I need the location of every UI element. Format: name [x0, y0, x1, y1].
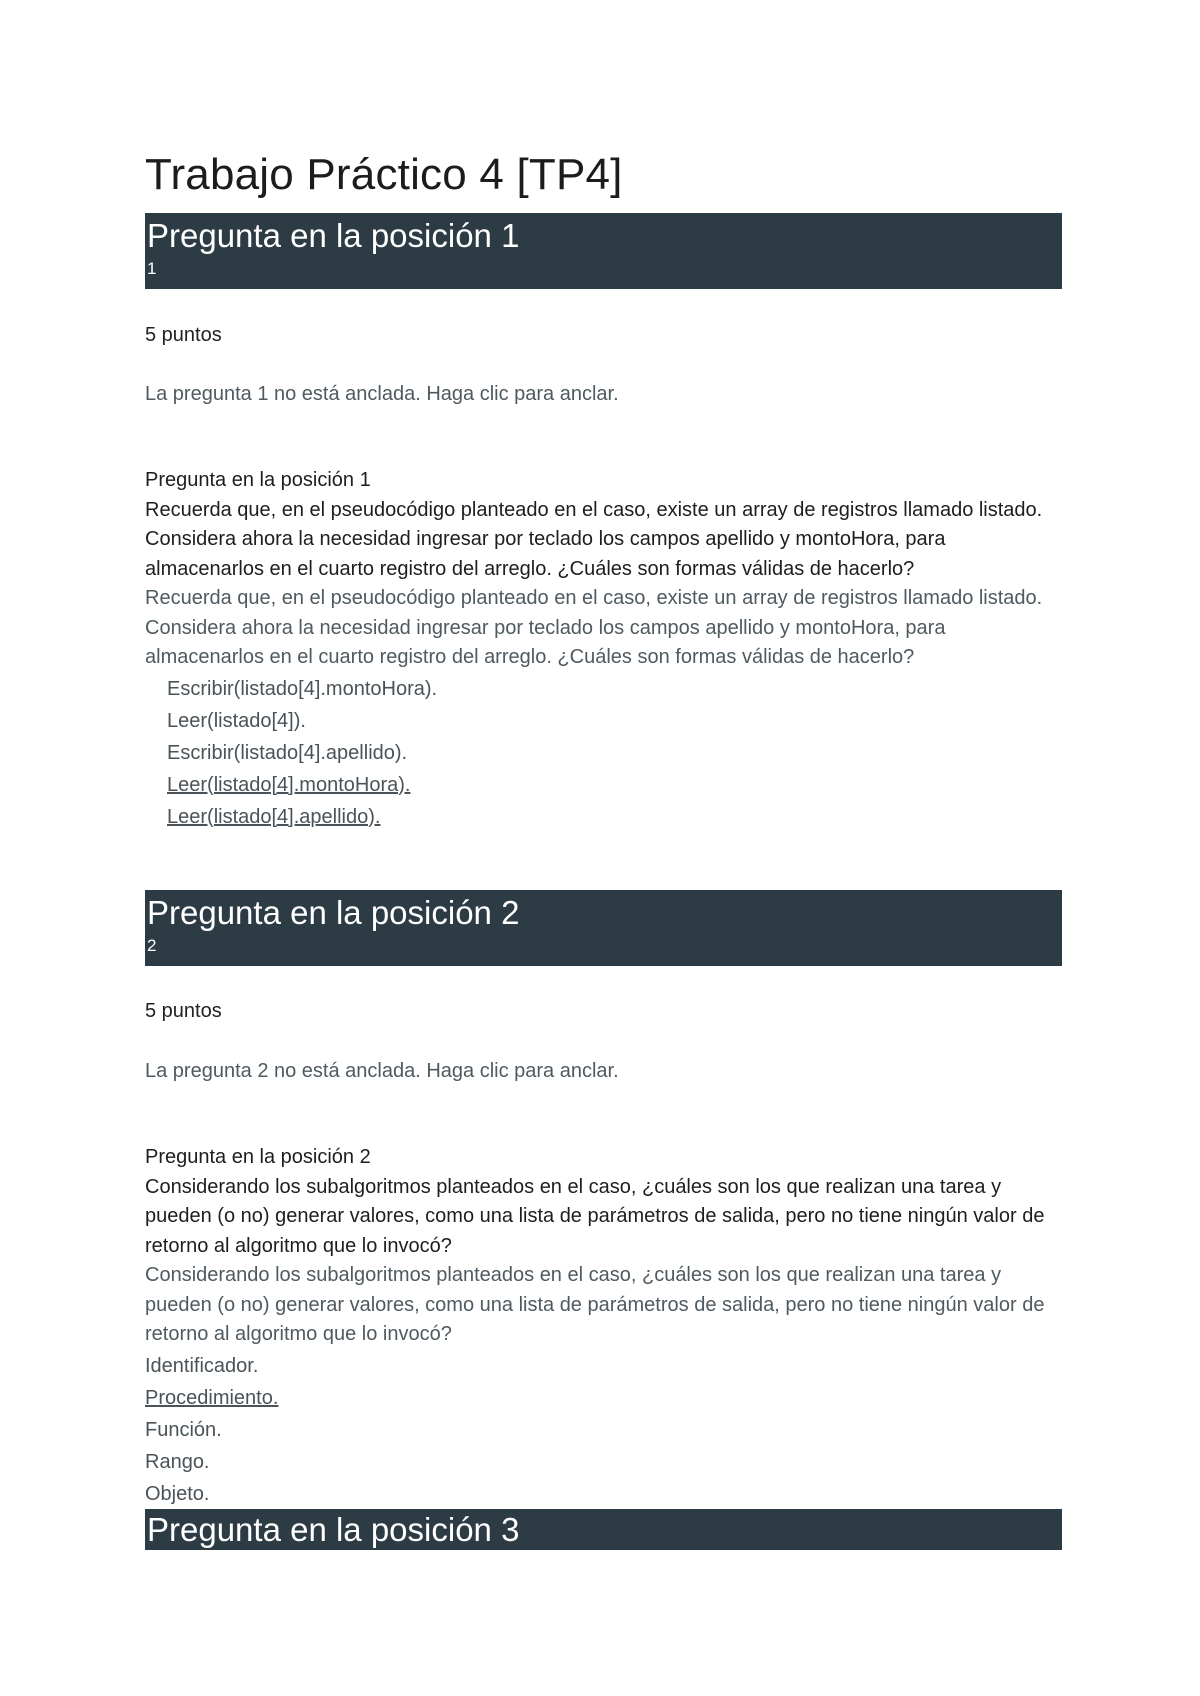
answer-option-text: Objeto.: [145, 1482, 210, 1505]
answer-option[interactable]: [145, 705, 1062, 737]
answer-option[interactable]: [145, 737, 1062, 769]
answer-list: [145, 1350, 1062, 1510]
answer-option-text: Procedimiento.: [145, 1386, 279, 1409]
answer-option-text: Leer(listado[4].montoHora).: [167, 773, 411, 796]
answer-option[interactable]: [145, 1350, 1062, 1382]
question-body: [145, 1143, 1062, 1510]
anchor-question-link[interactable]: La pregunta 2 no está anclada. Haga clic para anclar.: [145, 1060, 619, 1082]
answer-option-text: Escribir(listado[4].apellido).: [167, 741, 408, 764]
answer-option-text: Función.: [145, 1418, 222, 1441]
answer-option-text: Identificador.: [145, 1354, 259, 1377]
question-header-number: 2: [147, 936, 157, 955]
answer-option[interactable]: [145, 673, 1062, 705]
answer-option[interactable]: [145, 1446, 1062, 1478]
question-body: [145, 466, 1062, 833]
question-stem-repeat: Considerando los subalgoritmos planteados en el caso, ¿cuáles son los que realizan una tarea y pueden (o no) generar valores, como una lista de parámetros de salida, pero no tiene ningún valor de retorno al algoritmo que lo invocó?: [145, 1264, 1045, 1345]
answer-list: [145, 673, 1062, 833]
question-header-title: Pregunta en la posición 1: [147, 217, 520, 254]
question-points: 5 puntos: [145, 1000, 222, 1022]
question-header-title: Pregunta en la posición 3: [147, 1511, 520, 1548]
answer-option-text: Leer(listado[4].apellido).: [167, 805, 381, 828]
answer-option-text: Leer(listado[4]).: [167, 709, 306, 732]
question-stem-repeat: Recuerda que, en el pseudocódigo planteado en el caso, existe un array de registros llamado listado. Considera ahora la necesidad ingresar por teclado los campos apellido y montoHora, para almacenarlos en el cuarto registro del arreglo. ¿Cuáles son formas válidas de hacerlo?: [145, 587, 1043, 668]
answer-option[interactable]: [145, 1478, 1062, 1510]
question-header-bar: [145, 1509, 1062, 1550]
anchor-question-link[interactable]: La pregunta 1 no está anclada. Haga clic para anclar.: [145, 383, 619, 405]
question-heading: Pregunta en la posición 1: [145, 469, 371, 491]
question-heading: Pregunta en la posición 2: [145, 1146, 371, 1168]
question-header-bar: [145, 890, 1062, 966]
answer-option-text: Rango.: [145, 1450, 210, 1473]
answer-option-selected[interactable]: [145, 1382, 1062, 1414]
answer-option-selected[interactable]: [145, 769, 1062, 801]
answer-option[interactable]: [145, 1414, 1062, 1446]
question-points: 5 puntos: [145, 324, 222, 346]
answer-option-text: Escribir(listado[4].montoHora).: [167, 677, 438, 700]
question-header-number: 1: [147, 259, 157, 278]
question-stem: Recuerda que, en el pseudocódigo planteado en el caso, existe un array de registros llamado listado. Considera ahora la necesidad ingresar por teclado los campos apellido y montoHora, para almacenarlos en el cuarto registro del arreglo. ¿Cuáles son formas válidas de hacerlo?: [145, 498, 1043, 580]
question-header-title: Pregunta en la posición 2: [147, 894, 520, 931]
answer-option-selected[interactable]: [145, 801, 1062, 833]
question-header-bar: [145, 213, 1062, 289]
page-title: Trabajo Práctico 4 [TP4]: [145, 150, 623, 199]
question-stem: Considerando los subalgoritmos planteados en el caso, ¿cuáles son los que realizan una tarea y pueden (o no) generar valores, como una lista de parámetros de salida, pero no tiene ningún valor de retorno al algoritmo que lo invocó?: [145, 1175, 1045, 1257]
